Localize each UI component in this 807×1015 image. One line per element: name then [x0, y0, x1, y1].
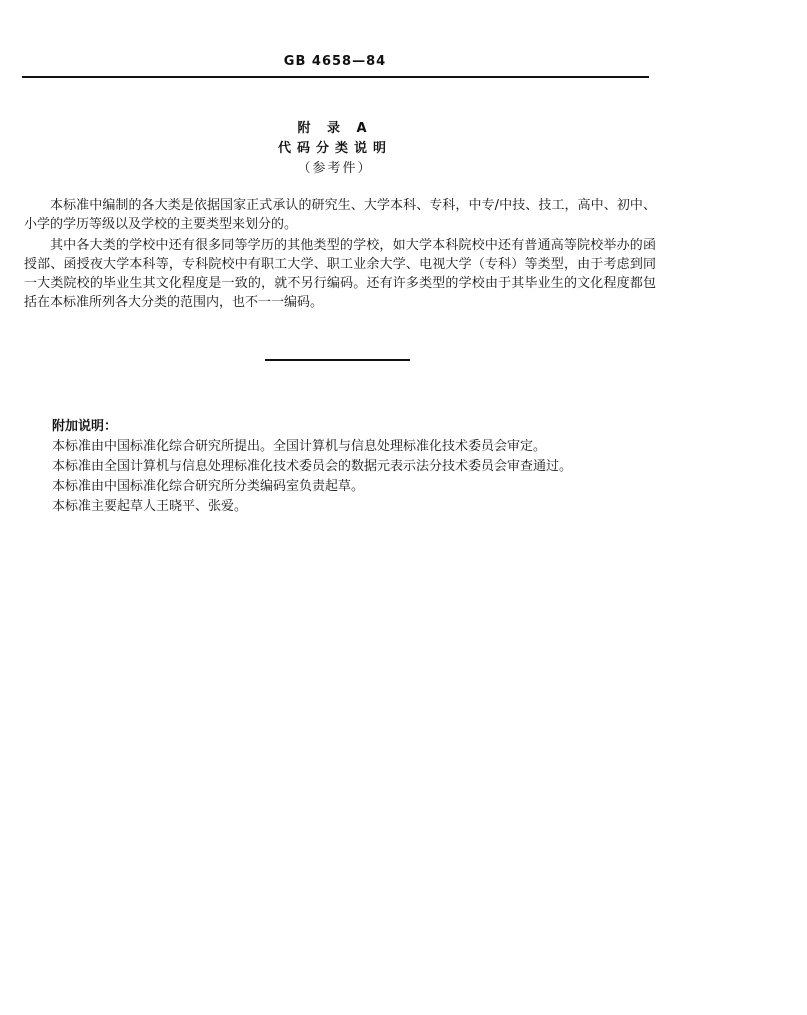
body-paragraph: 本标准中编制的各大类是依据国家正式承认的研究生、大学本科、专科，中专/中技、技工，高中、初中、小学的学历等级以及学校的主要类型来划分的。	[24, 198, 656, 232]
note-line: 本标准由中国标准化综合研究所提出。全国计算机与信息处理标准化技术委员会审定。	[52, 439, 547, 454]
appendix-label: 附 录 A	[297, 121, 373, 136]
section-divider	[265, 359, 410, 361]
appendix-subtitle: （参考件）	[297, 161, 373, 176]
additional-notes	[52, 417, 652, 517]
standard-code: GB 4658—84	[283, 54, 387, 69]
note-line: 本标准由中国标准化综合研究所分类编码室负责起草。	[52, 479, 365, 494]
note-line: 本标准主要起草人王晓平、张爱。	[52, 499, 248, 514]
note-line: 本标准由全国计算机与信息处理标准化技术委员会的数据元表示法分技术委员会审查通过。	[52, 459, 573, 474]
body-paragraph: 其中各大类的学校中还有很多同等学历的其他类型的学校，如大学本科院校中还有普通高等院校举办的函授部、函授夜大学本科等，专科院校中有职工大学、职工业余大学、电视大学（专科）等类型，由于考虑到同一大类院校的毕业生其文化程度是一致的，就不另行编码。还有许多类型的学校由于其毕业生的文化程度都包括在本标准所列各大分类的范围内，也不一一编码。	[24, 238, 656, 310]
notes-title: 附加说明：	[52, 419, 118, 434]
header-rule	[22, 76, 649, 78]
appendix-title: 代码分类说明	[277, 141, 392, 156]
